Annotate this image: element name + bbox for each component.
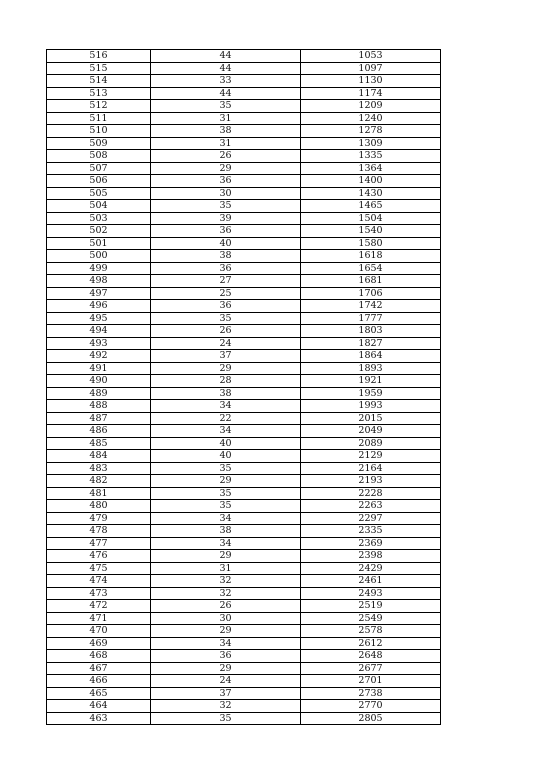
cumulative-cell: 1053 bbox=[301, 50, 441, 63]
cumulative-cell: 2164 bbox=[301, 462, 441, 475]
count-cell: 29 bbox=[151, 362, 301, 375]
table-row bbox=[47, 162, 441, 175]
cumulative-cell: 2429 bbox=[301, 562, 441, 575]
score-cell: 467 bbox=[47, 662, 151, 675]
count-cell: 24 bbox=[151, 675, 301, 688]
table-row bbox=[47, 675, 441, 688]
cumulative-cell: 1706 bbox=[301, 287, 441, 300]
count-cell: 30 bbox=[151, 187, 301, 200]
score-cell: 470 bbox=[47, 625, 151, 638]
cumulative-cell: 2578 bbox=[301, 625, 441, 638]
score-cell: 504 bbox=[47, 200, 151, 213]
score-cell: 514 bbox=[47, 75, 151, 88]
count-cell: 35 bbox=[151, 200, 301, 213]
count-cell: 31 bbox=[151, 562, 301, 575]
count-cell: 38 bbox=[151, 525, 301, 538]
table-row bbox=[47, 637, 441, 650]
count-cell: 29 bbox=[151, 625, 301, 638]
table-row bbox=[47, 662, 441, 675]
table-row bbox=[47, 125, 441, 138]
count-cell: 38 bbox=[151, 387, 301, 400]
score-cell: 488 bbox=[47, 400, 151, 413]
score-cell: 476 bbox=[47, 550, 151, 563]
cumulative-cell: 1654 bbox=[301, 262, 441, 275]
cumulative-cell: 2193 bbox=[301, 475, 441, 488]
score-cell: 516 bbox=[47, 50, 151, 63]
count-cell: 40 bbox=[151, 437, 301, 450]
score-cell: 502 bbox=[47, 225, 151, 238]
score-cell: 471 bbox=[47, 612, 151, 625]
score-cell: 493 bbox=[47, 337, 151, 350]
table-row bbox=[47, 412, 441, 425]
count-cell: 31 bbox=[151, 137, 301, 150]
score-cell: 494 bbox=[47, 325, 151, 338]
score-cell: 509 bbox=[47, 137, 151, 150]
count-cell: 34 bbox=[151, 637, 301, 650]
table-row bbox=[47, 237, 441, 250]
table-row bbox=[47, 150, 441, 163]
count-cell: 29 bbox=[151, 475, 301, 488]
count-cell: 28 bbox=[151, 375, 301, 388]
table-row bbox=[47, 362, 441, 375]
score-cell: 499 bbox=[47, 262, 151, 275]
cumulative-cell: 2770 bbox=[301, 700, 441, 713]
table-row bbox=[47, 137, 441, 150]
cumulative-cell: 1504 bbox=[301, 212, 441, 225]
cumulative-cell: 1540 bbox=[301, 225, 441, 238]
score-cell: 506 bbox=[47, 175, 151, 188]
score-cell: 496 bbox=[47, 300, 151, 313]
count-cell: 33 bbox=[151, 75, 301, 88]
table-row bbox=[47, 50, 441, 63]
score-cell: 473 bbox=[47, 587, 151, 600]
score-cell: 463 bbox=[47, 712, 151, 725]
table-row bbox=[47, 312, 441, 325]
count-cell: 24 bbox=[151, 337, 301, 350]
count-cell: 35 bbox=[151, 100, 301, 113]
table-row bbox=[47, 487, 441, 500]
count-cell: 44 bbox=[151, 62, 301, 75]
cumulative-cell: 1309 bbox=[301, 137, 441, 150]
table-row bbox=[47, 250, 441, 263]
count-cell: 34 bbox=[151, 400, 301, 413]
score-cell: 484 bbox=[47, 450, 151, 463]
score-cell: 465 bbox=[47, 687, 151, 700]
score-cell: 503 bbox=[47, 212, 151, 225]
table-row bbox=[47, 387, 441, 400]
cumulative-cell: 2398 bbox=[301, 550, 441, 563]
count-cell: 44 bbox=[151, 87, 301, 100]
cumulative-cell: 1742 bbox=[301, 300, 441, 313]
cumulative-cell: 1893 bbox=[301, 362, 441, 375]
table-row bbox=[47, 625, 441, 638]
score-cell: 472 bbox=[47, 600, 151, 613]
score-cell: 495 bbox=[47, 312, 151, 325]
count-cell: 37 bbox=[151, 687, 301, 700]
count-cell: 38 bbox=[151, 125, 301, 138]
table-row bbox=[47, 400, 441, 413]
score-cell: 492 bbox=[47, 350, 151, 363]
score-cell: 482 bbox=[47, 475, 151, 488]
count-cell: 29 bbox=[151, 162, 301, 175]
count-cell: 35 bbox=[151, 312, 301, 325]
count-cell: 22 bbox=[151, 412, 301, 425]
count-cell: 30 bbox=[151, 612, 301, 625]
count-cell: 34 bbox=[151, 425, 301, 438]
table-row bbox=[47, 425, 441, 438]
cumulative-cell: 1959 bbox=[301, 387, 441, 400]
score-cell: 491 bbox=[47, 362, 151, 375]
score-cell: 474 bbox=[47, 575, 151, 588]
cumulative-cell: 2015 bbox=[301, 412, 441, 425]
cumulative-cell: 1465 bbox=[301, 200, 441, 213]
cumulative-cell: 1174 bbox=[301, 87, 441, 100]
table-row bbox=[47, 212, 441, 225]
cumulative-cell: 2335 bbox=[301, 525, 441, 538]
table-row bbox=[47, 712, 441, 725]
score-cell: 483 bbox=[47, 462, 151, 475]
count-cell: 35 bbox=[151, 500, 301, 513]
table-row bbox=[47, 512, 441, 525]
count-cell: 29 bbox=[151, 550, 301, 563]
cumulative-cell: 2263 bbox=[301, 500, 441, 513]
score-cell: 505 bbox=[47, 187, 151, 200]
table-row bbox=[47, 587, 441, 600]
table-row bbox=[47, 225, 441, 238]
table-row bbox=[47, 112, 441, 125]
score-cell: 489 bbox=[47, 387, 151, 400]
count-cell: 39 bbox=[151, 212, 301, 225]
count-cell: 40 bbox=[151, 237, 301, 250]
score-cell: 512 bbox=[47, 100, 151, 113]
score-cell: 481 bbox=[47, 487, 151, 500]
table-row bbox=[47, 575, 441, 588]
score-cell: 466 bbox=[47, 675, 151, 688]
score-cell: 511 bbox=[47, 112, 151, 125]
score-cell: 478 bbox=[47, 525, 151, 538]
table-row bbox=[47, 325, 441, 338]
count-cell: 34 bbox=[151, 512, 301, 525]
table-row bbox=[47, 450, 441, 463]
table-row bbox=[47, 700, 441, 713]
score-cell: 507 bbox=[47, 162, 151, 175]
cumulative-cell: 1430 bbox=[301, 187, 441, 200]
cumulative-cell: 1580 bbox=[301, 237, 441, 250]
count-cell: 38 bbox=[151, 250, 301, 263]
table-row bbox=[47, 375, 441, 388]
table-row bbox=[47, 612, 441, 625]
cumulative-cell: 2461 bbox=[301, 575, 441, 588]
count-cell: 36 bbox=[151, 175, 301, 188]
score-cell: 479 bbox=[47, 512, 151, 525]
count-cell: 32 bbox=[151, 575, 301, 588]
table-row bbox=[47, 300, 441, 313]
table-row bbox=[47, 437, 441, 450]
score-cell: 497 bbox=[47, 287, 151, 300]
table-row bbox=[47, 600, 441, 613]
table-row bbox=[47, 687, 441, 700]
count-cell: 36 bbox=[151, 262, 301, 275]
score-cell: 515 bbox=[47, 62, 151, 75]
table-row bbox=[47, 200, 441, 213]
count-cell: 32 bbox=[151, 700, 301, 713]
count-cell: 27 bbox=[151, 275, 301, 288]
count-cell: 40 bbox=[151, 450, 301, 463]
cumulative-cell: 2612 bbox=[301, 637, 441, 650]
table-row bbox=[47, 525, 441, 538]
score-cell: 468 bbox=[47, 650, 151, 663]
count-cell: 37 bbox=[151, 350, 301, 363]
cumulative-cell: 2701 bbox=[301, 675, 441, 688]
count-cell: 25 bbox=[151, 287, 301, 300]
count-cell: 26 bbox=[151, 150, 301, 163]
table-row bbox=[47, 87, 441, 100]
count-cell: 35 bbox=[151, 712, 301, 725]
table-row bbox=[47, 550, 441, 563]
count-cell: 29 bbox=[151, 662, 301, 675]
cumulative-cell: 2369 bbox=[301, 537, 441, 550]
score-cell: 490 bbox=[47, 375, 151, 388]
cumulative-cell: 2297 bbox=[301, 512, 441, 525]
cumulative-cell: 1777 bbox=[301, 312, 441, 325]
score-cell: 477 bbox=[47, 537, 151, 550]
table-row bbox=[47, 187, 441, 200]
count-cell: 36 bbox=[151, 225, 301, 238]
cumulative-cell: 2805 bbox=[301, 712, 441, 725]
table-row bbox=[47, 650, 441, 663]
cumulative-cell: 2493 bbox=[301, 587, 441, 600]
table-row bbox=[47, 462, 441, 475]
score-cell: 480 bbox=[47, 500, 151, 513]
table-row bbox=[47, 100, 441, 113]
cumulative-cell: 1681 bbox=[301, 275, 441, 288]
cumulative-cell: 2228 bbox=[301, 487, 441, 500]
count-cell: 36 bbox=[151, 300, 301, 313]
score-distribution-table bbox=[46, 49, 441, 725]
score-cell: 510 bbox=[47, 125, 151, 138]
count-cell: 26 bbox=[151, 600, 301, 613]
cumulative-cell: 1803 bbox=[301, 325, 441, 338]
cumulative-cell: 1240 bbox=[301, 112, 441, 125]
table-body bbox=[47, 50, 441, 725]
count-cell: 31 bbox=[151, 112, 301, 125]
table-row bbox=[47, 287, 441, 300]
table-row bbox=[47, 75, 441, 88]
score-cell: 513 bbox=[47, 87, 151, 100]
cumulative-cell: 1400 bbox=[301, 175, 441, 188]
cumulative-cell: 1364 bbox=[301, 162, 441, 175]
score-cell: 469 bbox=[47, 637, 151, 650]
cumulative-cell: 1921 bbox=[301, 375, 441, 388]
score-cell: 498 bbox=[47, 275, 151, 288]
cumulative-cell: 2049 bbox=[301, 425, 441, 438]
cumulative-cell: 1278 bbox=[301, 125, 441, 138]
cumulative-cell: 2549 bbox=[301, 612, 441, 625]
score-cell: 464 bbox=[47, 700, 151, 713]
cumulative-cell: 2519 bbox=[301, 600, 441, 613]
table-row bbox=[47, 537, 441, 550]
cumulative-cell: 2738 bbox=[301, 687, 441, 700]
cumulative-cell: 1618 bbox=[301, 250, 441, 263]
cumulative-cell: 1209 bbox=[301, 100, 441, 113]
cumulative-cell: 2677 bbox=[301, 662, 441, 675]
table-row bbox=[47, 562, 441, 575]
cumulative-cell: 2089 bbox=[301, 437, 441, 450]
count-cell: 44 bbox=[151, 50, 301, 63]
table-row bbox=[47, 500, 441, 513]
cumulative-cell: 1335 bbox=[301, 150, 441, 163]
table-row bbox=[47, 62, 441, 75]
count-cell: 26 bbox=[151, 325, 301, 338]
cumulative-cell: 1097 bbox=[301, 62, 441, 75]
score-cell: 508 bbox=[47, 150, 151, 163]
cumulative-cell: 1130 bbox=[301, 75, 441, 88]
table-row bbox=[47, 475, 441, 488]
table-row bbox=[47, 337, 441, 350]
cumulative-cell: 2648 bbox=[301, 650, 441, 663]
count-cell: 34 bbox=[151, 537, 301, 550]
count-cell: 35 bbox=[151, 487, 301, 500]
count-cell: 36 bbox=[151, 650, 301, 663]
score-cell: 486 bbox=[47, 425, 151, 438]
table-row bbox=[47, 350, 441, 363]
score-cell: 485 bbox=[47, 437, 151, 450]
cumulative-cell: 1993 bbox=[301, 400, 441, 413]
score-cell: 500 bbox=[47, 250, 151, 263]
score-cell: 501 bbox=[47, 237, 151, 250]
count-cell: 35 bbox=[151, 462, 301, 475]
table-row bbox=[47, 275, 441, 288]
table-row bbox=[47, 262, 441, 275]
score-cell: 475 bbox=[47, 562, 151, 575]
table-row bbox=[47, 175, 441, 188]
cumulative-cell: 2129 bbox=[301, 450, 441, 463]
score-cell: 487 bbox=[47, 412, 151, 425]
cumulative-cell: 1827 bbox=[301, 337, 441, 350]
cumulative-cell: 1864 bbox=[301, 350, 441, 363]
count-cell: 32 bbox=[151, 587, 301, 600]
